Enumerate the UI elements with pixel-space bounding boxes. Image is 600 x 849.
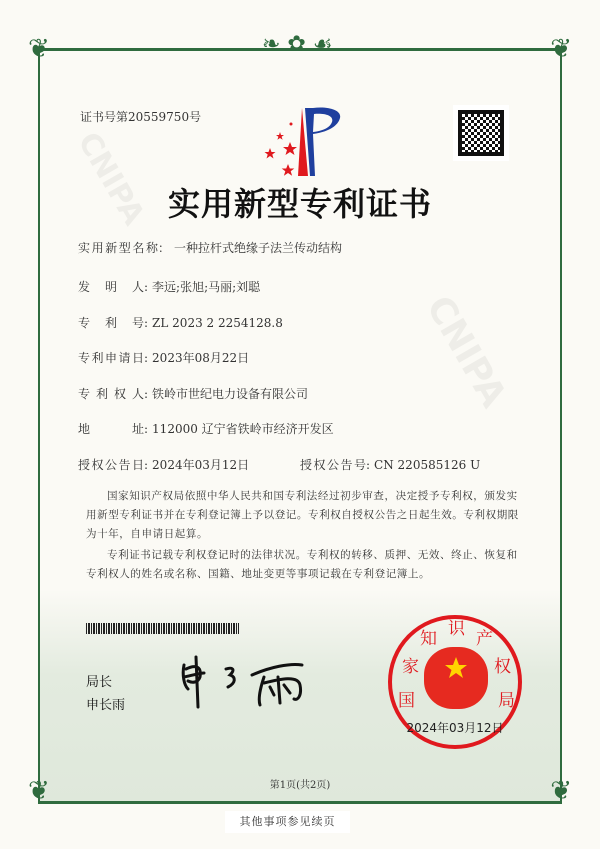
seal-char: 知 [420,629,437,649]
field-utility-model-name [78,240,342,256]
seal-date: 2024年03月12日 [406,721,504,735]
field-value: 李远;张旭;马丽;刘聪 [152,280,261,294]
field-value: 2024年03月12日 [152,458,250,472]
page-indicator: 第1页(共2页) [269,780,331,791]
seal-char: 国 [398,691,415,711]
field-label: 授 权 公 告 日 [78,458,144,472]
field-label: 专 利 权 人 [78,387,144,401]
field-grant-date [78,457,249,473]
field-label: 发 明 人 [78,280,144,294]
statements [86,487,526,584]
field-label: 专 利 号 [78,316,144,330]
seal-char: 识 [448,619,465,639]
signature [180,655,315,715]
colon: : [144,316,149,330]
top-ornament-icon: ❧ ✿ ☙ [262,32,333,57]
field-value: 112000 辽宁省铁岭市经济开发区 [152,422,334,436]
colon: : [144,280,149,294]
seal-char: 权 [494,657,511,677]
field-value: 2023年08月22日 [152,351,250,365]
field-address [78,421,334,437]
corner-ornament-icon: ❦ [550,776,572,806]
field-inventors [78,279,260,295]
field-publication-number [300,457,480,473]
page-title: 实用新型专利证书 [167,185,432,223]
field-label: 地 址 [78,422,144,436]
field-value: CN 220585126 U [374,458,481,472]
watermark: CNIPA [417,289,514,415]
colon: : [144,458,149,472]
colon: : [144,422,149,436]
seal-char: 产 [476,629,493,649]
colon: : [144,387,149,401]
field-label: 实 用 新 型 名 称 [78,241,158,255]
chief-title: 局长 [86,675,113,690]
corner-ornament-icon: ❦ [28,776,50,806]
national-emblem-icon [424,647,488,709]
certificate-number: 证书号第20559750号 [80,110,202,124]
barcode [86,623,239,634]
field-label: 授 权 公 告 号 [300,458,366,472]
cnipa-logo-icon [258,106,348,178]
watermark: CNIPA [70,126,152,232]
corner-ornament-icon: ❦ [28,34,50,64]
grant-statement: 国家知识产权局依照中华人民共和国专利法经过初步审查，决定授予专利权，颁发实用新型专利证书并在专利登记簿上予以登记。专利权自授权公告之日起生效。专利权期限为十年，自申请日起算。 [86,490,519,540]
field-patent-number [78,315,283,331]
continued-note: 其他事项参见续页 [225,811,350,833]
field-label: 专 利 申 请 日 [78,351,144,365]
legal-status-statement: 专利证书记载专利权登记时的法律状况。专利权的转移、质押、无效、终止、恢复和专利权人的姓名或名称、国籍、地址变更等事项记载在专利登记簿上。 [86,549,518,580]
corner-ornament-icon: ❦ [550,34,572,64]
colon: ： [158,241,171,255]
field-patentee [78,386,308,402]
qr-code[interactable] [453,105,509,161]
field-value: ZL 2023 2 2254128.8 [152,316,283,330]
seal-char: 家 [402,657,419,677]
field-value: 一种拉杆式绝缘子法兰传动结构 [174,241,343,255]
seal-char: 局 [498,691,515,711]
colon: : [366,458,371,472]
official-seal [388,615,522,749]
field-value: 铁岭市世纪电力设备有限公司 [152,387,309,401]
colon: : [144,351,149,365]
chief-name: 申长雨 [86,698,126,713]
field-application-date [78,350,249,366]
